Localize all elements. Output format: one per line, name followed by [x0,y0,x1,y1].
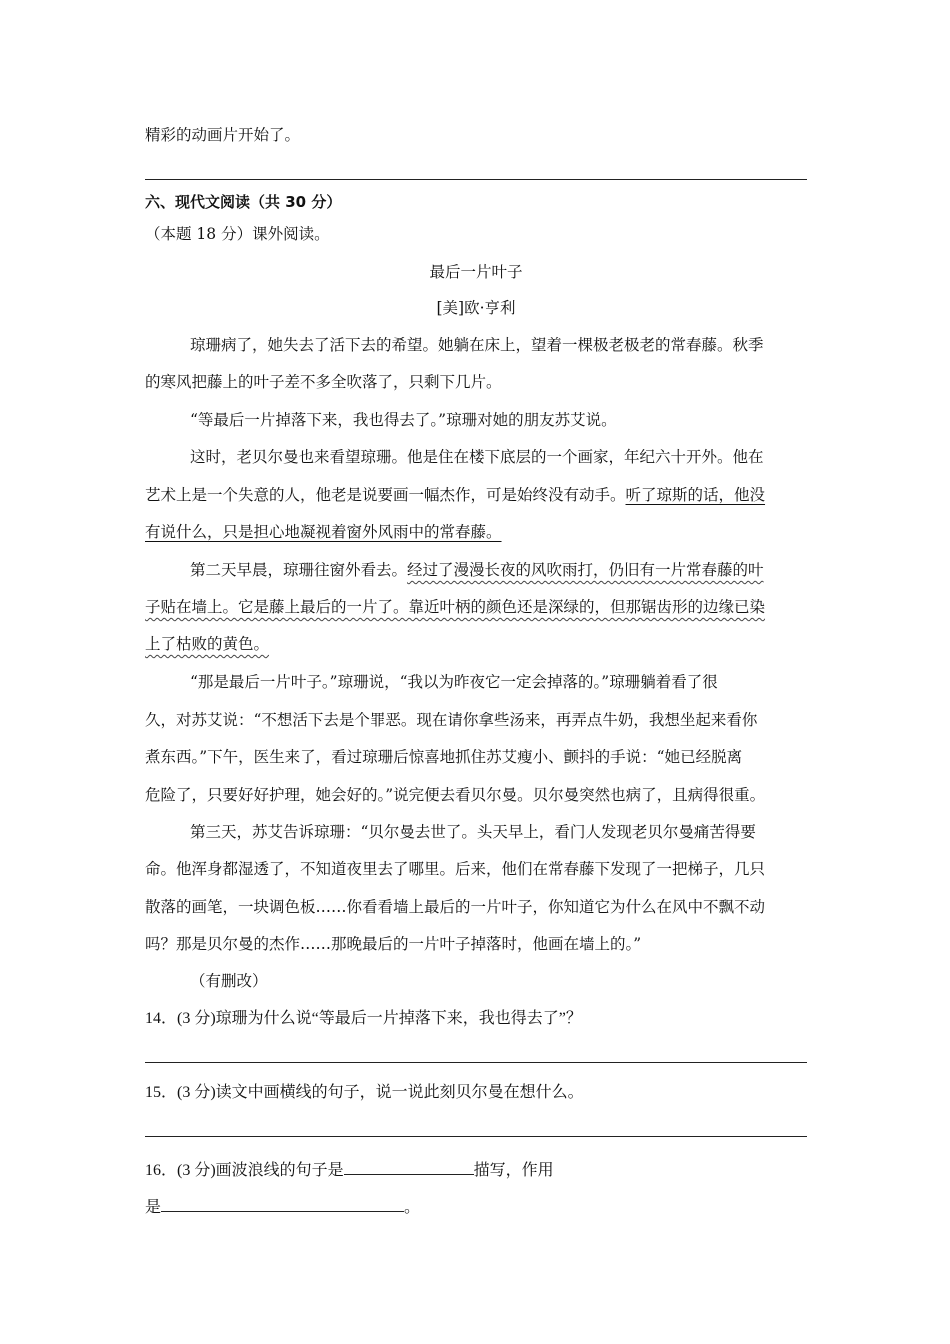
subsection-label: （本题 18 分）课外阅读。 [145,225,330,243]
question-16-mid: 描写，作用 [473,1162,554,1179]
answer-blank-16b[interactable] [161,1195,404,1212]
section-title: 六、现代文阅读（共 30 分） [145,193,342,211]
paragraph-4-line-2 [145,597,807,617]
answer-blank-16a[interactable] [344,1158,474,1175]
question-16-line-2 [145,1195,807,1218]
wavy-sentence-cont: 子贴在墙上。它是藤上最后的一片了。靠近叶柄的颜色还是深绿的，但那锯齿形的边缘已染 [145,598,766,616]
paragraph-2: “等最后一片掉落下来，我也得去了。”琼珊对她的朋友苏艾说。 [190,411,617,429]
abridged-note: （有删改） [190,972,268,990]
story-title: 最后一片叶子 [429,263,523,281]
answer-line-14[interactable] [145,1062,807,1063]
question-16-line-1 [145,1158,807,1181]
question-14: 14．(3 分)琼珊为什么说“等最后一片掉落下来，我也得去了”？ [145,1010,582,1027]
paragraph-1-line-1: 琼珊病了，她失去了活下去的希望。她躺在床上，望着一棵极老极老的常春藤。秋季 [190,336,764,354]
paragraph-3-line-1: 这时，老贝尔曼也来看望琼珊。他是住在楼下底层的一个画家，年纪六十开外。他在 [190,448,764,466]
question-16-lead: 是 [145,1199,162,1216]
paragraph-3-line-2 [145,485,807,505]
paragraph-5-line-2: 久，对苏艾说：“不想活下去是个罪恶。现在请你拿些汤来，再弄点牛奶，我想坐起来看你 [145,711,758,729]
paragraph-3-line-3 [145,522,807,542]
paragraph-4-line-3 [145,634,807,654]
story-author: [美]欧·亨利 [436,299,516,317]
underlined-sentence-cont: 有说什么，只是担心地凝视着窗外风雨中的常春藤。 [145,523,502,541]
paragraph-6-line-4: 吗？那是贝尔曼的杰作……那晚最后的一片叶子掉落时，他画在墙上的。” [145,935,642,953]
paragraph-5-line-3: 煮东西。”下午，医生来了，看过琼珊后惊喜地抓住苏艾瘦小、颤抖的手说：“她已经脱离 [145,748,743,766]
paragraph-6-line-3: 散落的画笔，一块调色板……你看看墙上最后的一片叶子，你知道它为什么在风中不飘不动 [145,898,766,916]
plain-text: 第二天早晨，琼珊往窗外看去。 [190,561,408,579]
question-15: 15．(3 分)读文中画横线的句子，说一说此刻贝尔曼在想什么。 [145,1084,584,1101]
paragraph-5-line-4: 危险了，只要好好护理，她会好的。”说完便去看贝尔曼。贝尔曼突然也病了，且病得很重。 [145,786,766,804]
paragraph-1-line-2: 的寒风把藤上的叶子差不多全吹落了，只剩下几片。 [145,373,502,391]
paragraph-4-line-1 [190,560,807,580]
answer-line-15[interactable] [145,1136,807,1137]
plain-text: 艺术上是一个失意的人，他老是说要画一幅杰作，可是始终没有动手。 [145,486,626,504]
underlined-sentence: 听了琼斯的话，他没 [625,486,766,504]
wavy-sentence-end: 上了枯败的黄色。 [145,635,270,653]
wavy-sentence: 经过了漫漫长夜的风吹雨打，仍旧有一片常春藤的叶 [407,561,764,579]
question-16-end: 。 [404,1199,421,1216]
paragraph-5-line-1: “那是最后一片叶子。”琼珊说，“我以为昨夜它一定会掉落的。”琼珊躺着看了很 [190,673,718,691]
divider-line [145,179,807,180]
previous-answer-text: 精彩的动画片开始了。 [145,126,301,144]
paragraph-6-line-1: 第三天，苏艾告诉琼珊：“贝尔曼去世了。头天早上，看门人发现老贝尔曼痛苦得要 [190,823,756,841]
paragraph-6-line-2: 命。他浑身都湿透了，不知道夜里去了哪里。后来，他们在常春藤下发现了一把梯子，几只 [145,860,766,878]
question-16-prompt: 16．(3 分)画波浪线的句子是 [145,1162,344,1179]
